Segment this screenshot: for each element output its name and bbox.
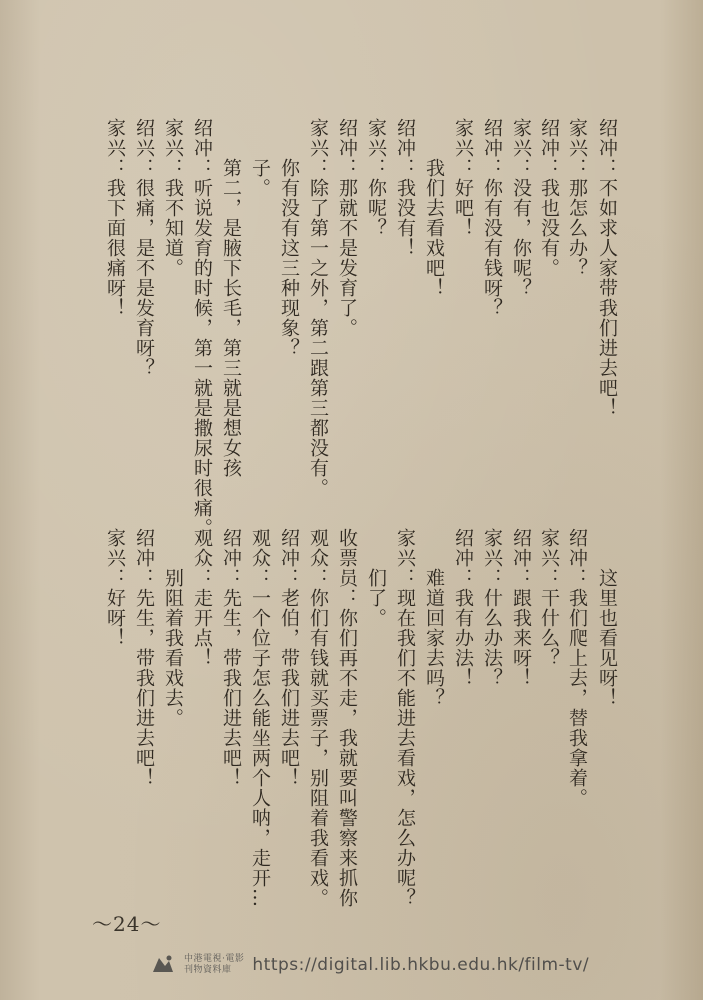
dialogue-column: 收票员：你们再不走，我就要叫警察来抓你: [336, 528, 358, 908]
dialogue-column: 绍冲：先生，带我们进去吧！: [133, 528, 155, 788]
archive-watermark: [150, 948, 589, 982]
dialogue-column: 观众：你们有钱就买票子，别阻着我看戏。: [307, 528, 329, 908]
dialogue-column: 绍冲：听说发育的时候，第一就是撒尿时很痛。: [191, 118, 213, 538]
dialogue-column: 绍冲：我没有！: [394, 118, 416, 258]
dialogue-column: 你有没有这三种现象？: [278, 118, 300, 358]
dialogue-column: 别阻着我看戏去。: [162, 528, 184, 728]
dialogue-column: 家兴：你呢？: [365, 118, 387, 238]
page-number: ～24～: [92, 912, 162, 936]
dialogue-column: 观众：走开点！: [191, 528, 213, 668]
archive-name: [184, 954, 244, 976]
dialogue-column: 绍冲：老伯，带我们进去吧！: [278, 528, 300, 788]
dialogue-column: 家兴：我不知道。: [162, 118, 184, 278]
dialogue-column: 绍冲：我也没有。: [538, 118, 560, 278]
dialogue-column: 绍兴：很痛，是不是发育呀？: [133, 118, 155, 378]
dialogue-column: 绍冲：你有没有钱呀？: [481, 118, 503, 318]
dialogue-column: 子。: [249, 118, 271, 198]
dialogue-column: 绍冲：不如求人家带我们进去吧！: [596, 118, 618, 418]
archive-name-line2: 刊物資料庫: [184, 965, 232, 975]
dialogue-column: 难道回家去吗？: [423, 528, 445, 708]
archive-name-line1: 中港電視·電影: [184, 954, 245, 964]
archive-url: https://digital.lib.hkbu.edu.hk/film-tv/: [252, 955, 590, 975]
dialogue-column: 观众：一个位子怎么能坐两个人呐，走开…: [249, 528, 271, 908]
dialogue-column: 家兴：好呀！: [104, 528, 126, 648]
dialogue-column: 家兴：现在我们不能进去看戏，怎么办呢？: [394, 528, 416, 908]
dialogue-column: 这里也看见呀！: [596, 528, 618, 708]
dialogue-column: 家兴：没有，你呢？: [510, 118, 532, 298]
archive-logo-icon: [150, 952, 176, 978]
dialogue-column: 绍冲：那就不是发育了。: [336, 118, 358, 338]
dialogue-column: 家兴：除了第一之外，第二跟第三都没有。: [307, 118, 329, 498]
dialogue-column: 绍冲：我有办法！: [452, 528, 474, 688]
dialogue-column: 家兴：那怎么办？: [566, 118, 588, 278]
dialogue-column: 们了。: [365, 528, 387, 628]
dialogue-column: 绍冲：先生，带我们进去吧！: [220, 528, 242, 788]
dialogue-column: 家兴：什么办法？: [481, 528, 503, 688]
dialogue-column: 绍冲：我们爬上去，替我拿着。: [566, 528, 588, 808]
dialogue-column: 我们去看戏吧！: [423, 118, 445, 298]
dialogue-column: 第二，是腋下长毛，第三就是想女孩: [220, 118, 242, 478]
dialogue-column: 家兴：好吧！: [452, 118, 474, 238]
dialogue-column: 家兴：干什么？: [538, 528, 560, 668]
dialogue-column: 绍冲：跟我来呀！: [510, 528, 532, 688]
dialogue-column: 家兴：我下面很痛呀！: [104, 118, 126, 318]
